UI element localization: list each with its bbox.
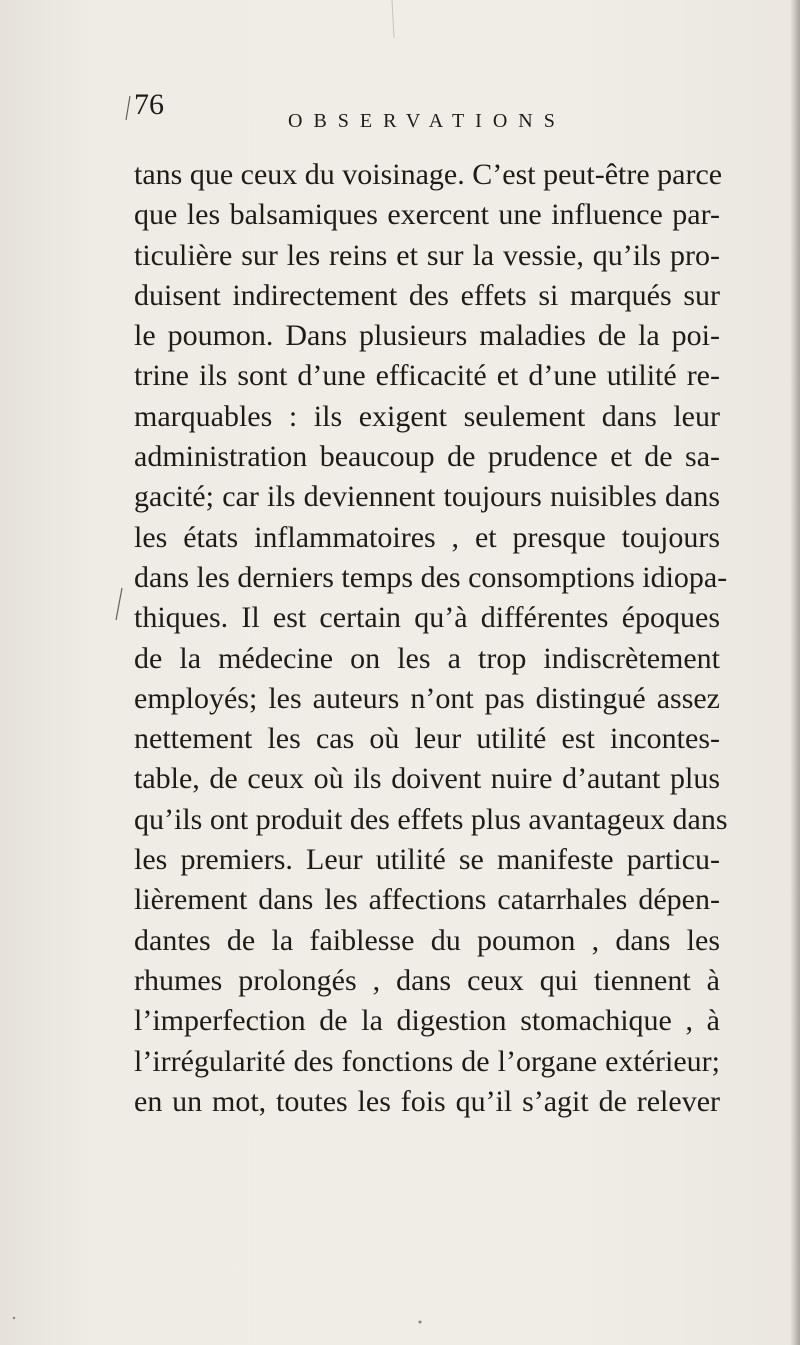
text-line: les premiers. Leur utilité se manifeste particu- bbox=[134, 843, 720, 877]
ink-stroke-mark bbox=[116, 588, 122, 620]
text-line: rhumes prolongés , dans ceux qui tiennent à bbox=[134, 963, 720, 997]
text-line: les états inflammatoires , et presque toujours bbox=[134, 520, 720, 554]
text-line: l’imperfection de la digestion stomachique , à bbox=[134, 1004, 720, 1038]
text-line: duisent indirectement des effets si marqués sur bbox=[134, 278, 720, 312]
text-line: en un mot, toutes les fois qu’il s’agit de relever bbox=[134, 1084, 720, 1118]
page-number: 76 bbox=[134, 88, 164, 121]
text-line: marquables : ils exigent seulement dans leur bbox=[134, 399, 720, 433]
text-line: le poumon. Dans plusieurs maladies de la poi- bbox=[134, 319, 720, 353]
text-line: qu’ils ont produit des effets plus avantageux dans bbox=[134, 802, 728, 836]
page-edge-shadow bbox=[790, 0, 800, 1345]
text-line: lièrement dans les affections catarrhales dépen- bbox=[134, 883, 720, 917]
speck-mark bbox=[419, 1321, 422, 1324]
text-line: thiques. Il est certain qu’à différentes époques bbox=[134, 601, 720, 635]
ink-stroke-mark bbox=[126, 96, 130, 120]
text-line: l’irrégularité des fonctions de l’organe extérieur; bbox=[134, 1044, 720, 1078]
text-line: employés; les auteurs n’ont pas distingué assez bbox=[134, 681, 720, 715]
paper-crease-mark bbox=[392, 0, 394, 38]
text-line: tans que ceux du voisinage. C’est peut-être parce bbox=[134, 158, 723, 191]
text-line: de la médecine on les a trop indiscrètement bbox=[134, 641, 720, 675]
text-line: nettement les cas où leur utilité est incontes- bbox=[134, 722, 720, 756]
text-line: trine ils sont d’une efficacité et d’une utilité re- bbox=[134, 359, 720, 393]
text-line: ticulière sur les reins et sur la vessie, qu’ils pro- bbox=[134, 238, 720, 272]
page-header bbox=[134, 88, 694, 148]
body-text bbox=[134, 155, 728, 1122]
running-title: OBSERVATIONS bbox=[288, 110, 566, 132]
text-line: que les balsamiques exercent une influence par- bbox=[134, 198, 720, 232]
text-line: administration beaucoup de prudence et de sa- bbox=[134, 440, 720, 474]
speck-mark bbox=[13, 1317, 15, 1319]
text-line: dantes de la faiblesse du poumon , dans les bbox=[134, 923, 720, 957]
text-line: table, de ceux où ils doivent nuire d’autant plus bbox=[134, 762, 720, 796]
text-line: dans les derniers temps des consomptions idiopa- bbox=[134, 560, 728, 594]
text-line: gacité; car ils deviennent toujours nuisibles dans bbox=[134, 480, 720, 514]
